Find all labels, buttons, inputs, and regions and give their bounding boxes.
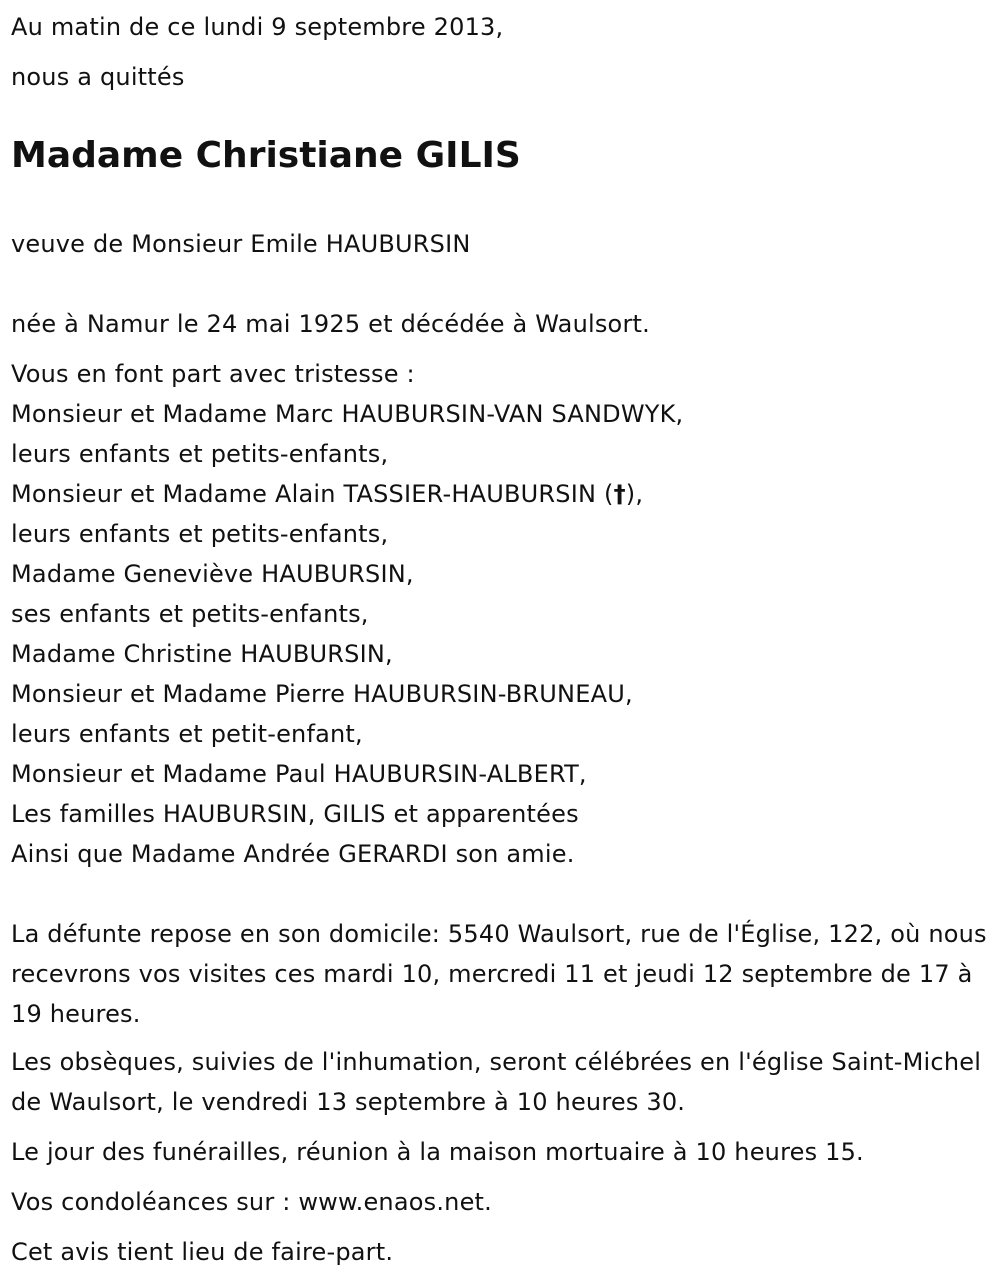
family-line-text: Monsieur et Madame Alain TASSIER-HAUBURSIN ( (11, 480, 614, 508)
family-line: leurs enfants et petits-enfants, (11, 520, 389, 548)
family-line: Madame Christine HAUBURSIN, (11, 640, 393, 668)
family-line: Monsieur et Madame Paul HAUBURSIN-ALBERT, (11, 760, 587, 788)
family-line: Ainsi que Madame Andrée GERARDI son amie. (11, 840, 575, 868)
family-line: leurs enfants et petits-enfants, (11, 440, 389, 468)
intro-line-1: Au matin de ce lundi 9 septembre 2013, (11, 13, 504, 41)
family-line: Monsieur et Madame Pierre HAUBURSIN-BRUNEAU, (11, 680, 633, 708)
intro-line-2: nous a quittés (11, 63, 185, 91)
widow-of: veuve de Monsieur Emile HAUBURSIN (11, 230, 471, 258)
family-line-suffix: ), (625, 480, 644, 508)
condolences-line: Vos condoléances sur : www.enaos.net. (11, 1188, 492, 1216)
family-line: leurs enfants et petit-enfant, (11, 720, 363, 748)
family-line: Les familles HAUBURSIN, GILIS et apparentées (11, 800, 579, 828)
reunion-line: Le jour des funérailles, réunion à la maison mortuaire à 10 heures 15. (11, 1138, 864, 1166)
deceased-name: Madame Christiane GILIS (11, 135, 521, 176)
family-line: Madame Geneviève HAUBURSIN, (11, 560, 414, 588)
notice-line: Cet avis tient lieu de faire-part. (11, 1238, 394, 1266)
cross-icon: † (613, 480, 626, 508)
family-heading: Vous en font part avec tristesse : (11, 360, 415, 388)
family-line: Monsieur et Madame Marc HAUBURSIN-VAN SANDWYK, (11, 400, 684, 428)
funeral-paragraph: Les obsèques, suivies de l'inhumation, seront célébrées en l'église Saint-Michel de Waulsort, le vendredi 13 septembre à 10 heures 30. (11, 1048, 982, 1116)
birth-death: née à Namur le 24 mai 1925 et décédée à Waulsort. (11, 310, 650, 338)
family-line-with-cross (11, 474, 683, 514)
family-line: ses enfants et petits-enfants, (11, 600, 369, 628)
family-list (11, 354, 683, 874)
repose-paragraph: La défunte repose en son domicile: 5540 Waulsort, rue de l'Église, 122, où nous recevrons vos visites ces mardi 10, mercredi 11 et jeudi 12 septembre de 17 à 19 heures. (11, 920, 987, 1028)
